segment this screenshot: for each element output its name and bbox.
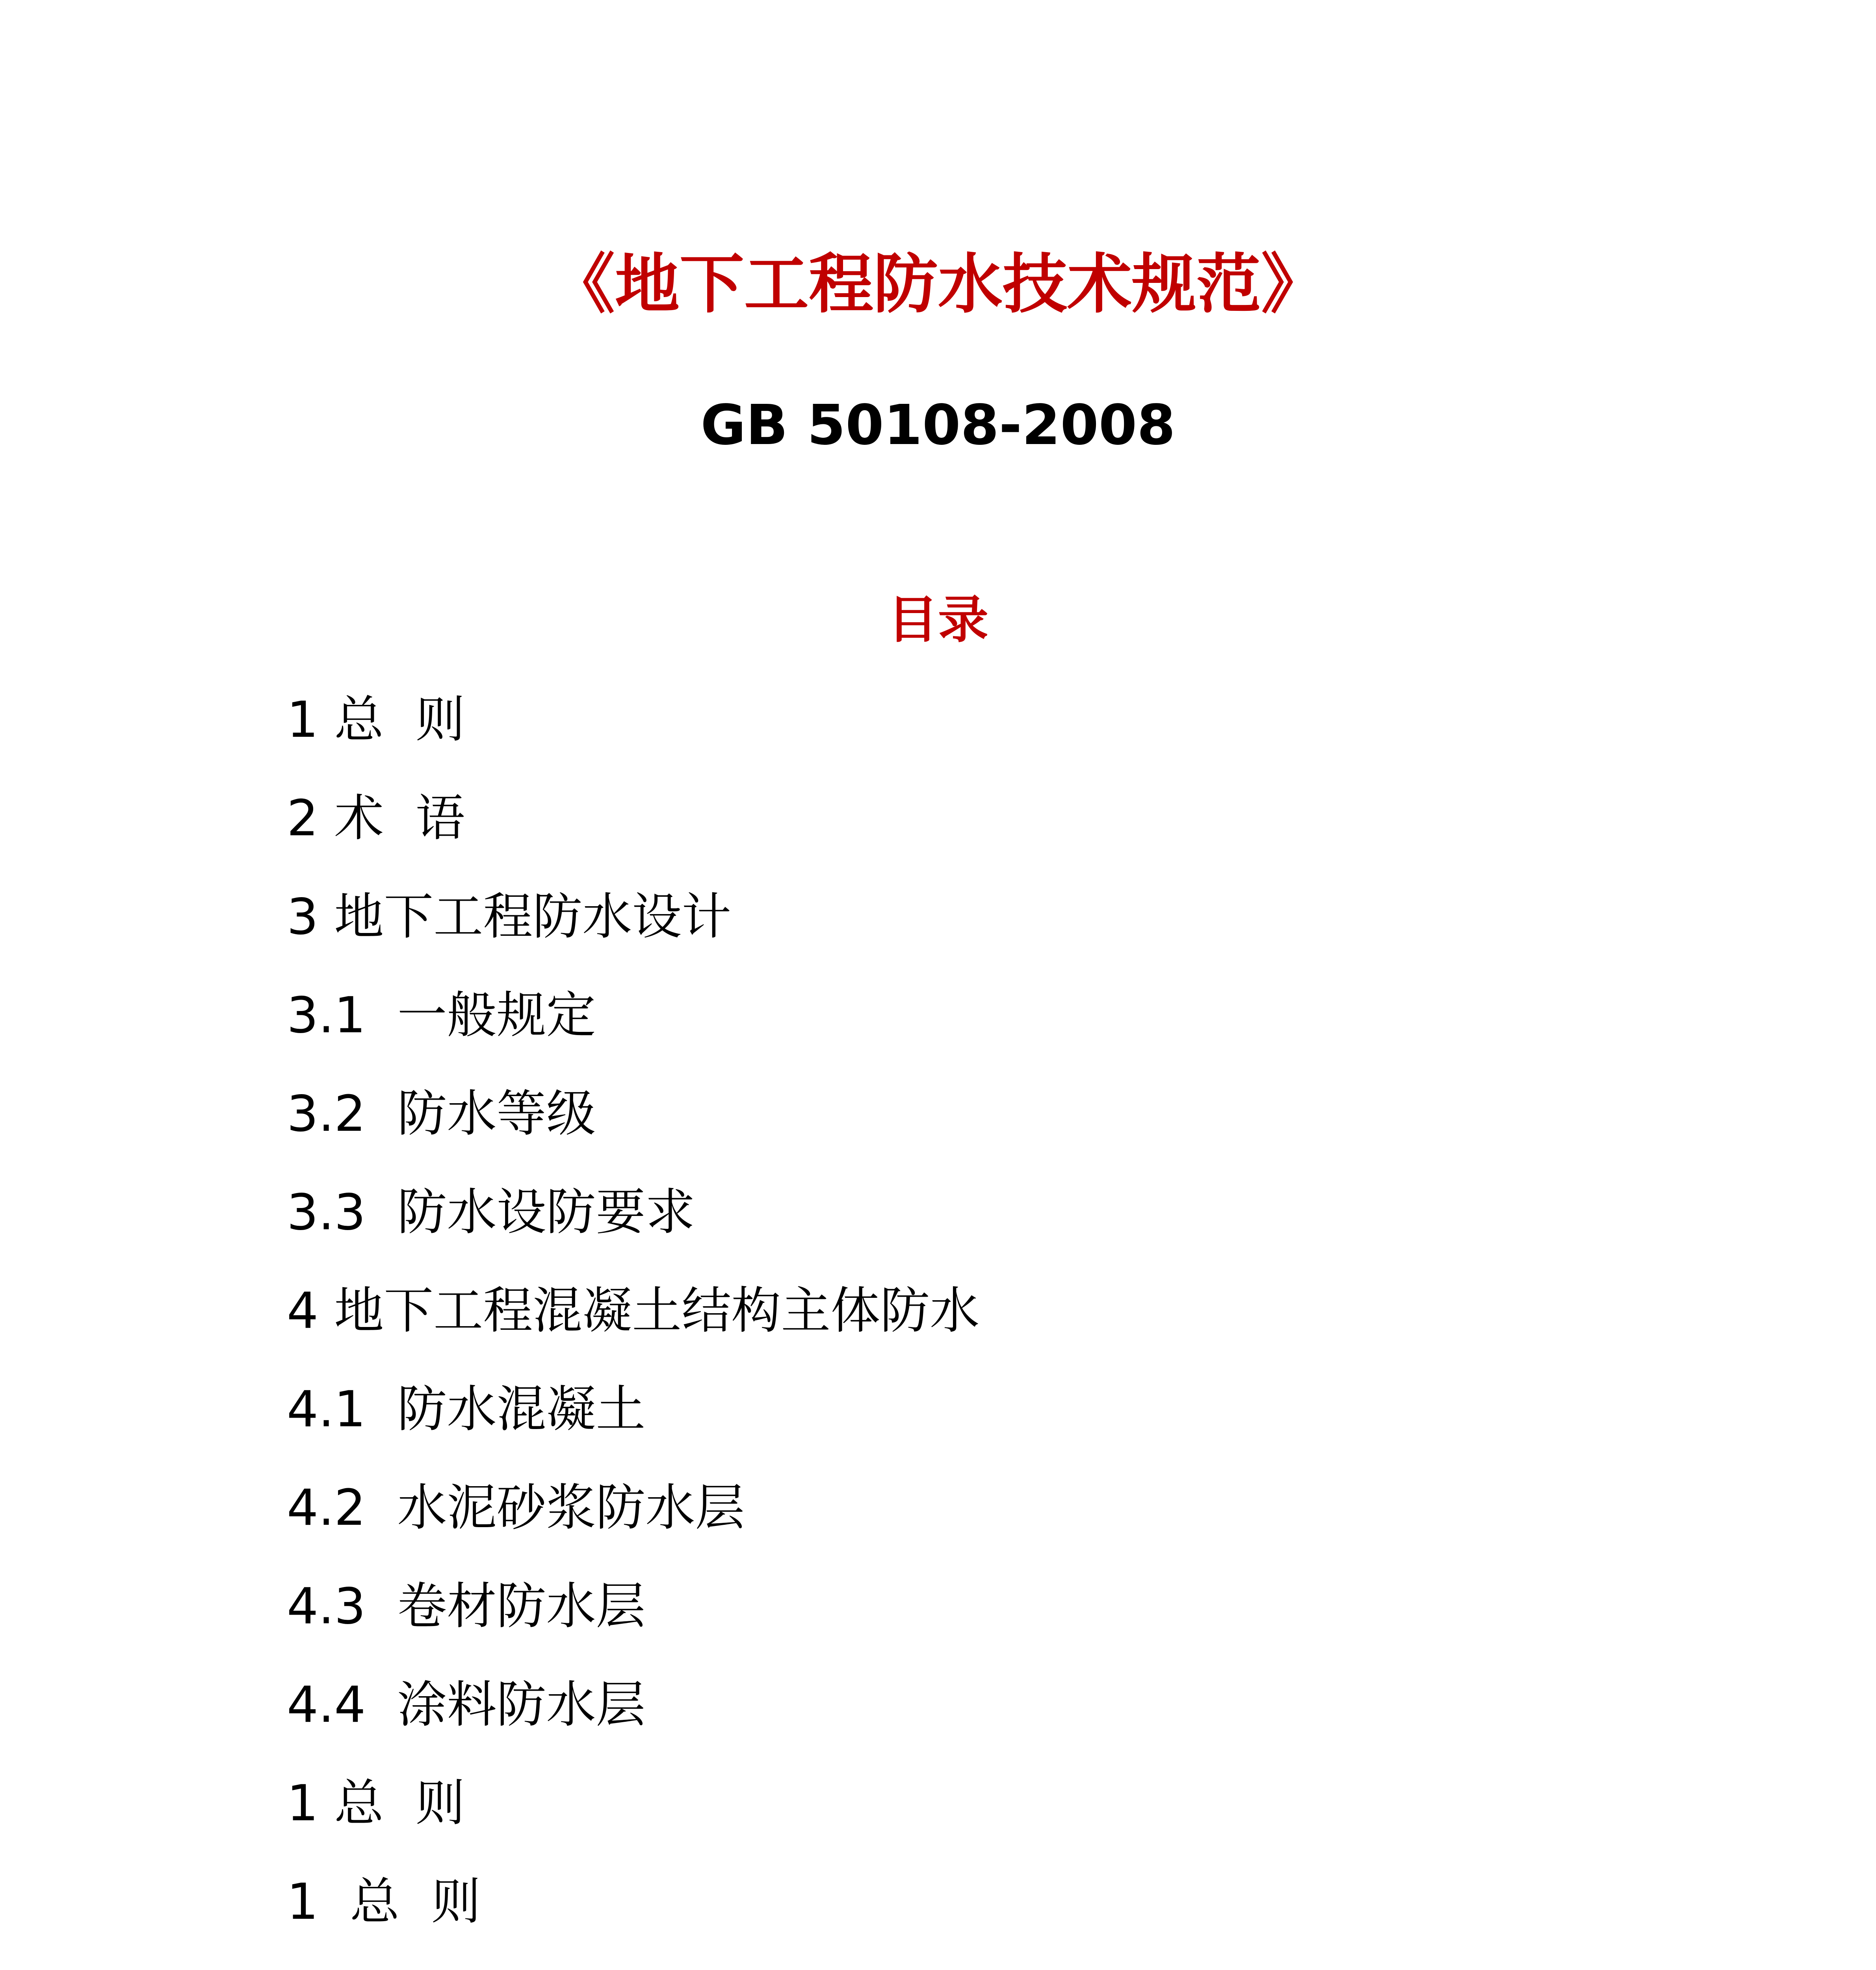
toc-item: 3.3 防水设防要求 [287, 1183, 695, 1241]
standard-code: GB 50108-2008 [700, 393, 1176, 457]
toc-heading: 目录 [887, 591, 988, 649]
toc-item: 4 地下工程混凝土结构主体防水 [287, 1282, 980, 1340]
toc-item: 1 总 则 [287, 1873, 481, 1931]
toc-item: 2 术 语 [287, 789, 465, 847]
toc-item: 1 总 则 [287, 691, 465, 749]
toc-item: 4.2 水泥砂浆防水层 [287, 1479, 745, 1537]
toc-item: 4.4 涂料防水层 [287, 1676, 646, 1734]
document-title: 《地下工程防水技术规范》 [550, 247, 1326, 322]
toc-item: 4.3 卷材防水层 [287, 1577, 646, 1635]
table-of-contents [287, 691, 1626, 1970]
toc-item: 3.1 一般规定 [287, 986, 596, 1044]
toc-item: 3.2 防水等级 [287, 1085, 596, 1143]
toc-item: 1 总 则 [287, 1774, 465, 1832]
toc-item: 3 地下工程防水设计 [287, 888, 732, 946]
toc-item: 4.1 防水混凝土 [287, 1380, 646, 1438]
